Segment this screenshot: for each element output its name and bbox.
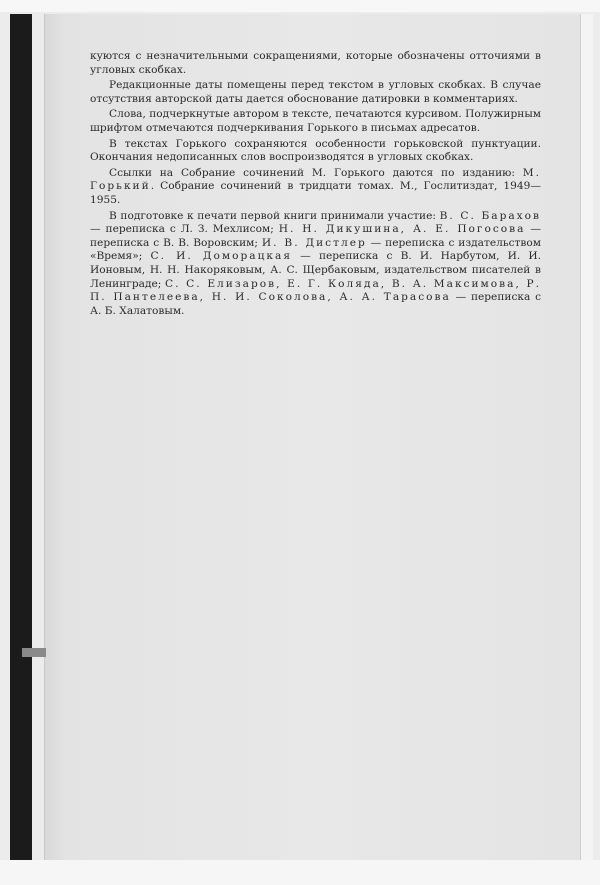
author-name-spaced: М. Горький <box>90 166 541 193</box>
paragraph-punctuation <box>90 138 541 165</box>
contributor-name: В. С. Барахов <box>439 209 541 222</box>
paragraph-continuation <box>90 50 541 77</box>
contributor-name: С. И. Доморацкая <box>150 250 293 263</box>
contributor-name: С. С. Елизаров, Е. Г. Коляда, В. А. Максимова, Р. П. Пантелеева, Н. И. Соколова, А. А. Тарасова <box>90 277 542 304</box>
paragraph-text: В подготовке к печати первой книги принимали участие: <box>109 209 440 222</box>
paragraph-text: — переписка с В. И. Нарбутом, И. И. Ионовым, Н. Н. Накоряковым, А. С. Щербаковым, издательством писателей в Ленинграде; <box>90 250 541 290</box>
paragraph-editorial-dates <box>90 79 541 106</box>
paragraph-contributors <box>90 210 541 319</box>
top-margin <box>0 0 600 12</box>
book-spine <box>10 14 32 860</box>
paragraph-text: — переписка с В. В. Воровским; <box>90 223 542 249</box>
paragraph-text: Ссылки на Собрание сочинений М. Горького даются по изданию: <box>109 166 523 179</box>
contributor-name: Н. Н. Дикушина, А. Е. Погосова <box>278 223 526 236</box>
bottom-margin <box>0 860 600 885</box>
paragraph-text: — переписка с А. Б. Халатовым. <box>90 291 541 317</box>
body-text <box>90 50 541 320</box>
paragraph-italics <box>90 108 541 135</box>
spine-marker <box>22 648 46 657</box>
paragraph-text: Редакционные даты помещены перед текстом в угловых скобках. В случае отсутствия авторской даты дается обоснование датировки в комментариях. <box>90 79 541 105</box>
paragraph-text: — переписка с Л. З. Мехлисом; <box>90 223 279 236</box>
paragraph-text: куются с незначительными сокращениями, которые обозначены отточиями в угловых скобках. <box>90 50 541 76</box>
paragraph-text: . Собрание сочинений в тридцати томах. М., Гослитиздат, 1949—1955. <box>90 180 541 206</box>
paragraph-text: В текстах Горького сохраняются особенности горьковской пунктуации. Окончания недописанных слов воспроизводятся в угловых скобках. <box>90 137 541 164</box>
paragraph-references <box>90 167 541 208</box>
contributor-name: И. В. Дистлер <box>261 236 367 249</box>
paragraph-text: Слова, подчеркнутые автором в тексте, печатаются курсивом. Полужирным шрифтом отмечаются подчеркивания Горького в письмах адресатов. <box>90 108 541 134</box>
paragraph-text: — переписка с издательством «Время»; <box>90 236 541 263</box>
page-right-edge <box>580 14 593 860</box>
